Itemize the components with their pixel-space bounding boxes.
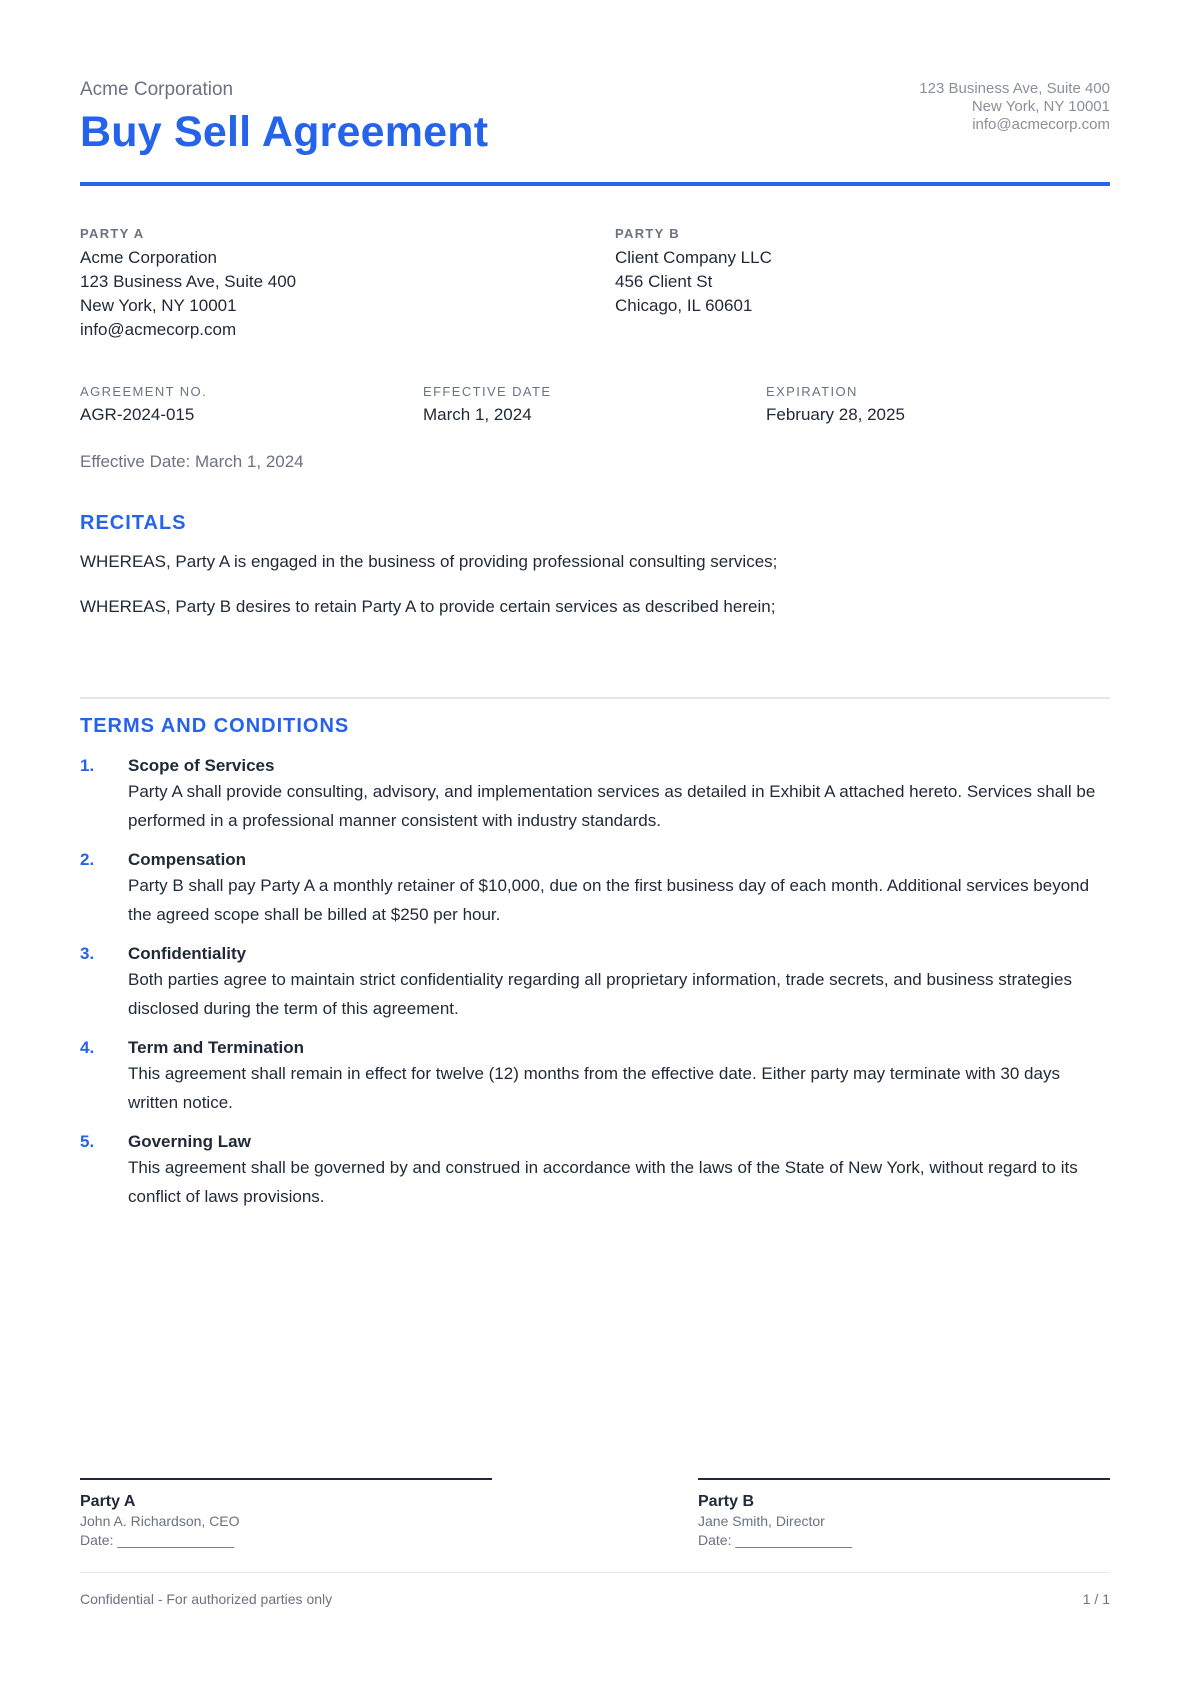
- signature-party-label: Party B: [698, 1493, 755, 1510]
- term-number: 4.: [80, 1038, 95, 1057]
- party-b-label: PARTY B: [615, 226, 680, 241]
- party-a-block: [80, 226, 296, 342]
- party-a-label: PARTY A: [80, 226, 145, 241]
- term-item: [80, 1131, 1110, 1211]
- term-text: This agreement shall be governed by and construed in accordance with the laws of the State of New York, without regard to its conflict of laws provisions.: [128, 1158, 1078, 1206]
- effective-date-value: March 1, 2024: [423, 405, 532, 424]
- term-text: This agreement shall remain in effect for twelve (12) months from the effective date. Either party may terminate with 30 days written notice.: [128, 1064, 1060, 1112]
- term-text: Party B shall pay Party A a monthly retainer of $10,000, due on the first business day of each month. Additional services beyond the agreed scope shall be billed at $250 per hour.: [128, 876, 1090, 924]
- term-heading: Governing Law: [128, 1132, 251, 1151]
- section-divider: [80, 697, 1110, 699]
- expiration-value: February 28, 2025: [766, 405, 905, 424]
- term-text: Party A shall provide consulting, advisory, and implementation services as detailed in Exhibit A attached hereto. Services shall be performed in a professional manner consistent with industry standards.: [128, 782, 1096, 830]
- signatory-name: Jane Smith, Director: [698, 1513, 825, 1529]
- effective-date-field: [423, 384, 551, 426]
- company-address: [919, 80, 1110, 134]
- document-title: Buy Sell Agreement: [80, 108, 489, 156]
- party-b-street: 456 Client St: [615, 272, 713, 291]
- header-accent-rule: [80, 182, 1110, 186]
- term-heading: Scope of Services: [128, 756, 275, 775]
- party-a-email: info@acmecorp.com: [80, 320, 237, 339]
- signature-line: [80, 1478, 492, 1480]
- term-number: 1.: [80, 756, 95, 775]
- term-number: 3.: [80, 944, 95, 963]
- agreement-number-value: AGR-2024-015: [80, 405, 195, 424]
- term-text: Both parties agree to maintain strict confidentiality regarding all proprietary information, trade secrets, and business strategies disclosed during the term of this agreement.: [128, 970, 1072, 1018]
- terms-list: [80, 755, 1110, 1225]
- address-line: 123 Business Ave, Suite 400: [919, 80, 1110, 97]
- signature-party-label: Party A: [80, 1493, 136, 1510]
- term-heading: Term and Termination: [128, 1038, 305, 1057]
- term-number: 5.: [80, 1132, 95, 1151]
- party-a-city: New York, NY 10001: [80, 296, 237, 315]
- party-b-name: Client Company LLC: [615, 248, 772, 267]
- signature-block-party-b: [698, 1478, 1110, 1550]
- agreement-page: [80, 0, 1110, 1683]
- agreement-number-label: AGREEMENT NO.: [80, 384, 208, 399]
- party-b-city: Chicago, IL 60601: [615, 296, 753, 315]
- company-email: info@acmecorp.com: [972, 116, 1110, 133]
- term-item: [80, 943, 1110, 1023]
- expiration-label: EXPIRATION: [766, 384, 858, 399]
- recital-item: WHEREAS, Party B desires to retain Party A to provide certain services as described herein;: [80, 597, 776, 616]
- effective-date-line: Effective Date: March 1, 2024: [80, 452, 304, 471]
- terms-heading: TERMS AND CONDITIONS: [80, 715, 350, 737]
- footer-divider: [80, 1572, 1110, 1573]
- signature-line: [698, 1478, 1110, 1480]
- party-b-block: [615, 226, 772, 318]
- confidential-notice: Confidential - For authorized parties only: [80, 1591, 333, 1607]
- term-heading: Confidentiality: [128, 944, 247, 963]
- effective-date-label: EFFECTIVE DATE: [423, 384, 552, 399]
- agreement-number-field: [80, 384, 207, 426]
- party-a-street: 123 Business Ave, Suite 400: [80, 272, 297, 291]
- address-line: New York, NY 10001: [971, 98, 1110, 115]
- signature-date-field: Date: _______________: [80, 1532, 235, 1548]
- term-item: [80, 1037, 1110, 1117]
- recitals-heading: RECITALS: [80, 512, 187, 534]
- recital-item: WHEREAS, Party A is engaged in the business of providing professional consulting services;: [80, 552, 778, 571]
- signatory-name: John A. Richardson, CEO: [80, 1513, 240, 1529]
- term-item: [80, 849, 1110, 929]
- term-item: [80, 755, 1110, 835]
- expiration-field: [766, 384, 905, 426]
- party-a-name: Acme Corporation: [80, 248, 218, 267]
- signature-block-party-a: [80, 1478, 492, 1550]
- term-heading: Compensation: [128, 850, 247, 869]
- signature-date-field: Date: _______________: [698, 1532, 853, 1548]
- page-number: 1 / 1: [1082, 1591, 1110, 1607]
- company-name: Acme Corporation: [80, 79, 234, 100]
- term-number: 2.: [80, 850, 95, 869]
